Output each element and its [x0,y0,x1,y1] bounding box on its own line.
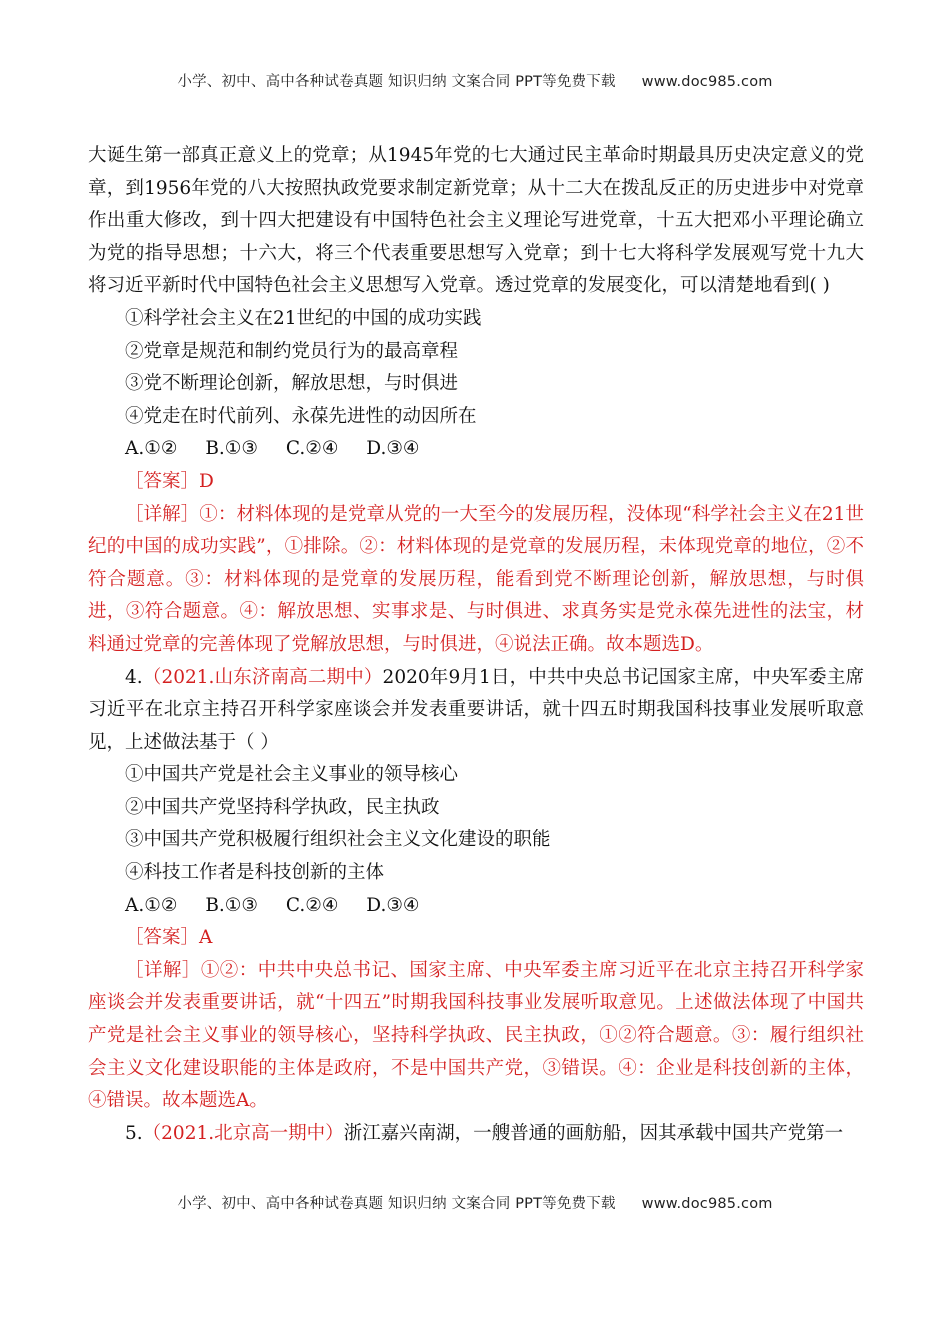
q3-choice-a: A.①② [125,438,178,460]
q3-choice-b: B.①③ [205,438,258,460]
q3-option-1: ①科学社会主义在21世纪的中国的成功实践 [125,307,482,329]
q3-option-3: ③党不断理论创新，解放思想，与时俱进 [125,373,459,395]
q5-source: （2021.北京高一期中） [142,1122,344,1144]
q4-option-2: ②中国共产党坚持科学执政，民主执政 [125,796,440,818]
q4-choice-c: C.②④ [285,894,339,916]
q3-option-2: ②党章是规范和制约党员行为的最高章程 [125,340,459,362]
q3-choice-d: D.③④ [366,438,420,460]
q4-choices [88,890,864,923]
q3-stem: 大诞生第一部真正意义上的党章；从1945年党的七大通过民主革命时期最具历史决定意义的党章，到1956年党的八大按照执政党要求制定新党章；从十二大在拨乱反正的历史进步中对党章作出重大修改，到十四大把建设有中国特色社会主义理论写进党章，十五大把邓小平理论确立为党的指导思想；十六大，将三个代表重要思想写入党章；到十七大将科学发展观写党十九大将习近平新时代中国特色社会主义思想写入党章。透过党章的发展变化，可以清楚地看到( ) [88,145,864,297]
q4-choice-b: B.①③ [205,894,258,916]
q3-answer: ［答案］D [125,470,214,492]
header-text: 小学、初中、高中各种试卷真题 知识归纳 文案合同 PPT等免费下载 [177,74,616,90]
footer-url[interactable]: www.doc985.com [641,1196,773,1212]
q5-stem-line [88,1118,864,1151]
q4-stem-line [88,662,864,760]
q5-stem: 浙江嘉兴南湖，一艘普通的画舫船，因其承载中国共产党第一 [343,1122,844,1144]
page-content [88,140,864,1150]
q4-option-4: ④科技工作者是科技创新的主体 [125,862,385,884]
q4-number: 4. [125,666,143,688]
footer-text: 小学、初中、高中各种试卷真题 知识归纳 文案合同 PPT等免费下载 [177,1196,616,1212]
q4-answer: ［答案］A [125,927,213,949]
q4-option-1: ①中国共产党是社会主义事业的领导核心 [125,764,459,786]
q4-stem: 2020年9月1日，中共中央总书记国家主席，中央军委主席习近平在北京主持召开科学家座谈会并发表重要讲话，就十四五时期我国科技事业发展听取意见，上述做法基于（ ） [88,666,865,753]
q5-number: 5. [125,1122,143,1144]
q3-option-4: ④党走在时代前列、永葆先进性的动因所在 [125,405,477,427]
header-url[interactable]: www.doc985.com [641,74,773,90]
q3-detail: ［详解］①：材料体现的是党章从党的一大至今的发展历程，没体现“科学社会主义在21世纪的中国的成功实践”，①排除。②：材料体现的是党章的发展历程，未体现党章的地位，②不符合题意。③：材料体现的是党章的发展历程，能看到党不断理论创新，解放思想，与时俱进，③符合题意。④：解放思想、实事求是、与时俱进、求真务实是党永葆先进性的法宝，材料通过党章的完善体现了党解放思想，与时俱进，④说法正确。故本题选D。 [88,503,864,655]
page-header [0,70,950,91]
q4-option-3: ③中国共产党积极履行组织社会主义文化建设的职能 [125,829,551,851]
q3-choices [88,433,864,466]
q4-choice-a: A.①② [125,894,178,916]
q4-detail: ［详解］①②：中共中央总书记、国家主席、中央军委主席习近平在北京主持召开科学家座谈会并发表重要讲话，就“十四五”时期我国科技事业发展听取意见。上述做法体现了中国共产党是社会主义事业的领导核心，坚持科学执政、民主执政，①②符合题意。③：履行组织社会主义文化建设职能的主体是政府，不是中国共产党，③错误。④：企业是科技创新的主体，④错误。故本题选A。 [88,959,864,1112]
q4-source: （2021.山东济南高二期中） [142,666,383,688]
q4-choice-d: D.③④ [366,894,420,916]
page-footer [0,1192,950,1213]
q3-choice-c: C.②④ [285,438,339,460]
